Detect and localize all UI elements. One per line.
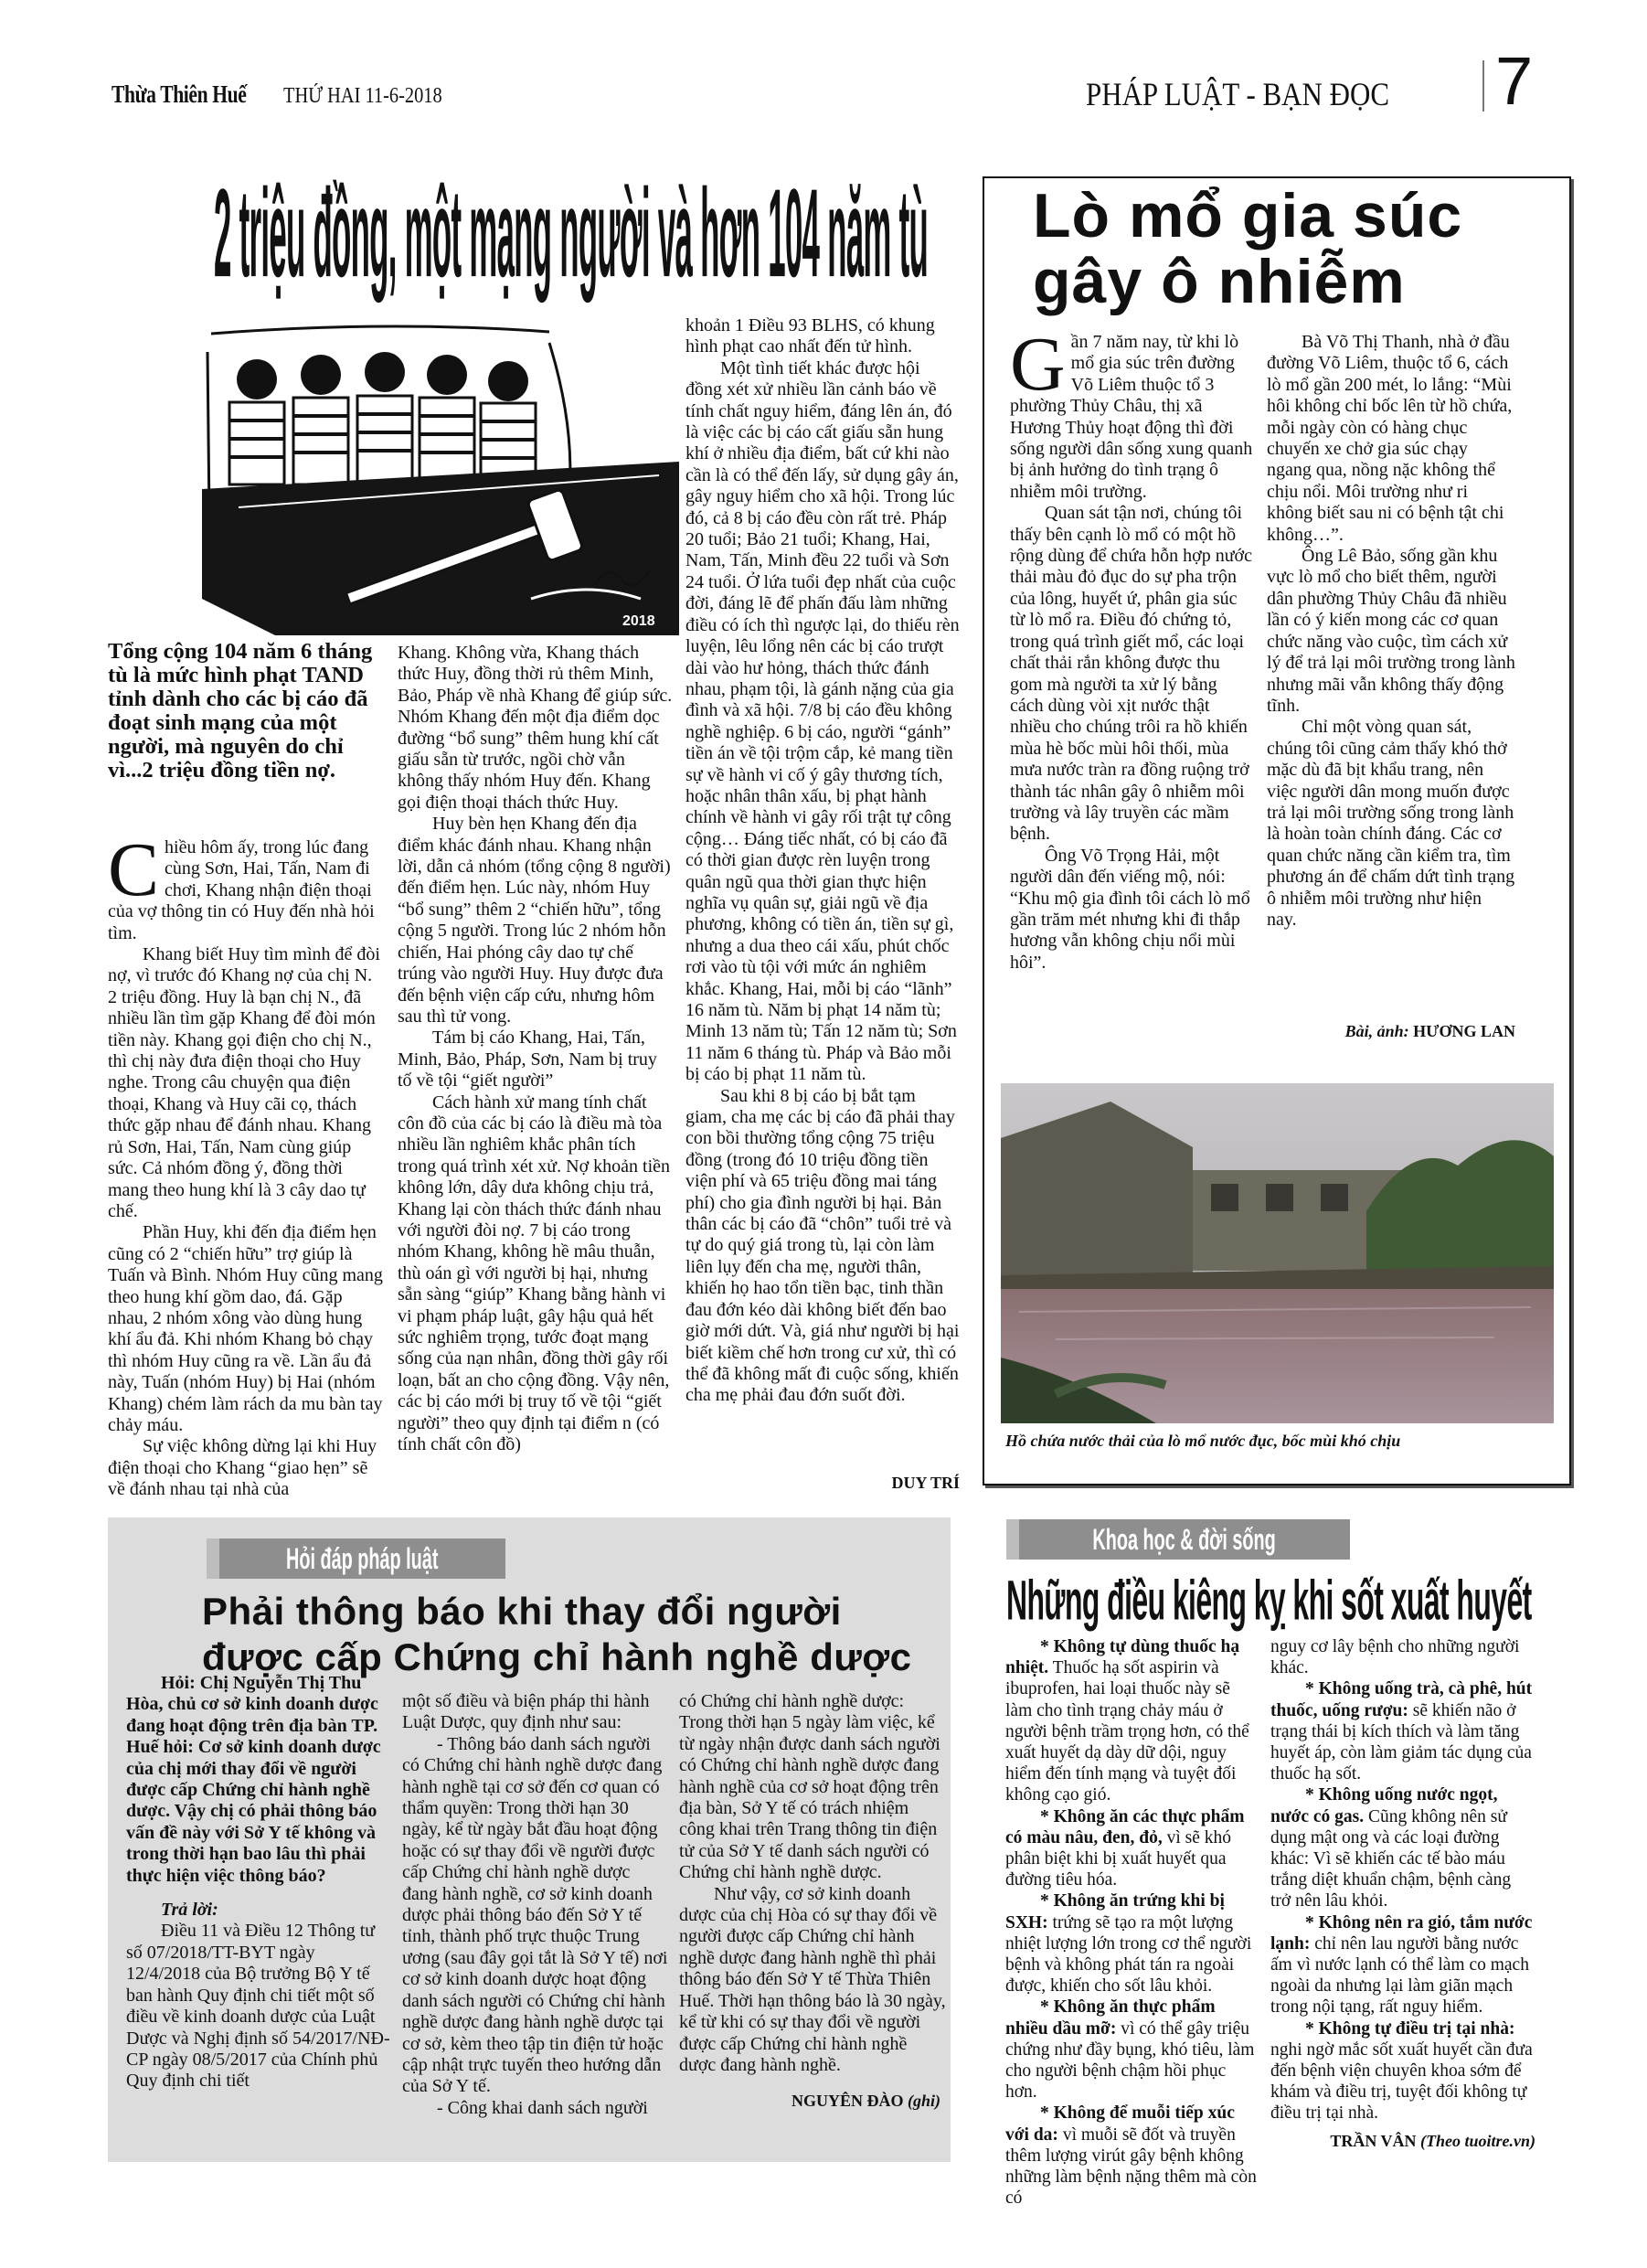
paragraph-text: vì muỗi sẽ đốt và truyền thêm lượng virút gây bệnh không những làm bệnh nặng thêm mà còn có — [1005, 2124, 1257, 2209]
paragraph-text: Huy bèn hẹn Khang đến địa điểm khác đánh nhau. Khang nhận lời, dẫn cả nhóm (tổng cộng 8 người) đến điểm hẹn. Lúc này, nhóm Huy “bổ sung” thêm 2 “chiến hữu”, tổng cộng 5 người. Trong lúc 2 nhóm hỗn chiến, Hai phóng cây dao tự chế trúng vào người Huy. Huy được đưa đến bệnh viện cấp cứu, nhưng hôm sau thì tử vong. — [398, 814, 671, 1027]
qa-title-line1: Phải thông báo khi thay đổi người — [202, 1590, 842, 1633]
court-drawing — [202, 325, 679, 635]
paragraph-text: vì có thể gây triệu chứng như đầy bụng, khó tiêu, làm cho người bệnh chậm hồi phục hơn. — [1005, 2018, 1255, 2103]
header-divider — [1482, 60, 1484, 112]
qa-author: NGUYÊN ĐÀO — [791, 2092, 904, 2110]
section-name: PHÁP LUẬT - BẠN ĐỌC — [1086, 76, 1390, 112]
paragraph — [402, 2098, 669, 2119]
illustration-signature: 2018 — [622, 613, 655, 629]
paragraph-text: Ông Lê Bảo, sống gần khu vực lò mổ cho biết thêm, người dân phường Thủy Châu đã nhiều lần có ý kiến mong các cơ quan chức năng vào cuộc, tìm cách xử lý để trả lại môi trường trong lành nhưng mãi vẫn không thấy động tĩnh. — [1267, 546, 1515, 716]
paragraph-text: sẽ khiến não ở trạng thái bị kích thích và làm tăng huyết áp, còn làm giảm tác dụng của thuốc hạ sốt. — [1270, 1700, 1532, 1784]
health-column-2 — [1270, 1636, 1535, 2124]
paragraph — [1267, 332, 1515, 546]
paragraph — [1005, 1890, 1259, 1996]
paragraph — [1270, 1784, 1535, 1911]
paragraph-text: có Chứng chỉ hành nghề dược: Trong thời hạn 5 ngày làm việc, kể từ ngày nhận được danh sách người có Chứng chỉ hành nghề dược đang hành nghề của cơ sở hoạt động trên địa bàn, Sở Y tế có trách nhiệm công khai trên Trang thông tin điện tử của Sở Y tế danh sách người có Chứng chỉ hành nghề dược. — [679, 1691, 940, 1883]
paragraph — [126, 1900, 391, 1921]
tag-accent — [207, 1539, 219, 1579]
paragraph-text: một số điều và biện pháp thi hành Luật Dược, quy định như sau: — [402, 1691, 650, 1733]
paragraph-text: Ông Võ Trọng Hải, một người dân đến viếng mộ, nói: “Khu mộ gia đình tôi cách lò mổ gần trăm mét nhưng khi đi thắp hương vẫn không chịu nổi mùi hôi”. — [1010, 845, 1250, 973]
paragraph — [1267, 546, 1515, 717]
paragraph-text: Cách hành xử mang tính chất côn đồ của các bị cáo là điều mà tòa nhiều lần nghiêm khắc phân tích trong quá trình xét xử. Nợ khoản tiền không lớn, dây dưa không chịu trả, Khang lại còn thách thức đánh nhau với người đòi nợ. 7 bị cáo trong nhóm Khang, không hề mâu thuẫn, thù oán gì với người bị hại, nhưng sẵn sàng “giúp” Khang bằng hành vi vi phạm pháp luật, gây hậu quả hết sức nghiêm trọng, tước đoạt mạng sống của nạn nhân, đồng thời gây rối loạn, bất an cho cộng đồng. Vậy nên, các bị cáo mới bị truy tố về tội “giết người” theo quy định tại điểm n (có tính chất côn đồ) — [398, 1091, 671, 1455]
wastewater-pond-photo — [1001, 1083, 1554, 1423]
page-number: 7 — [1495, 43, 1534, 119]
byline-author: HƯƠNG LAN — [1413, 1022, 1515, 1040]
qa-title-line2: được cấp Chứng chỉ hành nghề dược — [202, 1635, 912, 1678]
bold-lead-in: * Không để muỗi tiếp xúc với da: — [1005, 2103, 1235, 2145]
paragraph-text: khoản 1 Điều 93 BLHS, có khung hình phạt cao nhất đến tử hình. — [685, 315, 935, 357]
paragraph — [108, 944, 384, 1222]
health-author: TRẦN VÂN — [1330, 2132, 1417, 2150]
drop-cap: C — [108, 827, 160, 912]
paragraph-text: Cũng không nên sử dụng mật ong và các loại đường khác: Vì sẽ khiến các tế bào máu trắng diệt khuẩn chậm, bệnh càng trở nên lâu khỏi. — [1270, 1806, 1512, 1911]
paragraph — [402, 1691, 669, 1734]
qa-column-1 — [126, 1673, 391, 2092]
qa-byline — [679, 2092, 940, 2111]
bold-lead-in: * Không ăn thực phẩm nhiều dầu mỡ: — [1005, 1997, 1216, 2039]
bold-lead-in: * Không uống trà, cà phê, hút thuốc, uống rượu: — [1270, 1679, 1533, 1720]
qa-author-note: (ghi) — [908, 2092, 940, 2110]
tag-label: Hỏi đáp pháp luật — [286, 1542, 439, 1575]
bold-lead-in: * Không ăn các thực phẩm có màu nâu, đen, đỏ, — [1005, 1806, 1245, 1847]
paragraph — [1270, 1636, 1535, 1678]
article2-title-line2: gây ô nhiễm — [1033, 247, 1406, 316]
article1-column-1 — [108, 827, 384, 1501]
court-illustration — [202, 325, 679, 635]
article2-column-2 — [1267, 332, 1515, 931]
qa-column-2 — [402, 1691, 669, 2119]
bold-lead-in: * Không tự dùng thuốc hạ nhiệt. — [1005, 1637, 1240, 1678]
article1-byline: DUY TRÍ — [891, 1474, 960, 1492]
paragraph — [1270, 1912, 1535, 2018]
paragraph-text: Như vậy, cơ sở kinh doanh dược của chị Hòa có sự thay đổi về người được cấp Chứng chỉ hành nghề dược đang hành nghề thì phải thông báo đến Sở Y tế Thừa Thiên Huế. Thời hạn thông báo là 30 ngày, kể từ khi có sự thay đổi về người được cấp Chứng chỉ hành nghề dược đang hành nghề. — [679, 1883, 946, 2075]
paragraph — [1010, 503, 1255, 846]
paragraph — [685, 358, 960, 1086]
paragraph — [108, 1436, 384, 1500]
paragraph-text: Khang. Không vừa, Khang thách thức Huy, đồng thời rủ thêm Minh, Bảo, Pháp về nhà Khang để giúp sức. Nhóm Khang đến một địa điểm dọc đường “bổ sung” thêm hung khí cất giấu sẵn từ trước, ngồi chờ vẫn không thấy nhóm Huy đến. Khang gọi điện thoại thách thức Huy. — [398, 643, 673, 813]
legal-qa-section-tag — [207, 1539, 505, 1579]
legal-qa-title — [202, 1589, 912, 1680]
paragraph-text: vì sẽ khó phân biệt khi bị xuất huyết qua đường tiêu hóa. — [1005, 1827, 1232, 1890]
paragraph-text: nguy cơ lây bệnh cho những người khác. — [1270, 1637, 1520, 1678]
paragraph-text: - Thông báo danh sách người có Chứng chỉ hành nghề dược đang hành nghề tại cơ sở đến cơ quan có thẩm quyền: Trong thời hạn 30 ngày, kể từ ngày bắt đầu hoạt động hoặc có sự thay đổi về người được cấp Chứng chỉ hành nghề dược đang hành nghề, cơ sở kinh doanh dược phải thông báo đến Sở Y tế tỉnh, thành phố trực thuộc Trung ương (sau đây gọi tắt là Sở Y tế) nơi cơ sở kinh doanh dược hoạt động danh sách người có Chứng chỉ hành nghề dược đang hành nghề dược tại cơ sở, kèm theo tập tin điện tử hoặc cập nhật trực tuyến theo hướng dẫn của Sở Y tế. — [402, 1733, 668, 2097]
paragraph-text: hiều hôm ấy, trong lúc đang cùng Sơn, Hai, Tấn, Nam đi chơi, Khang nhận điện thoại của vợ thông tin có Huy đến nhà hỏi tìm. — [108, 837, 375, 943]
paragraph-text: trứng sẽ tạo ra một lượng nhiệt lượng lớn trong cơ thể người bệnh và không phát tán ra ngoài được, khiến cho sốt lâu khỏi. — [1005, 1912, 1252, 1996]
article1-column-3 — [685, 315, 960, 1407]
paragraph — [1005, 2103, 1259, 2209]
paragraph — [108, 1222, 384, 1436]
paragraph — [1270, 1678, 1535, 1784]
bold-lead-in: * Không uống nước ngọt, nước có gas. — [1270, 1785, 1498, 1826]
tag-label: Khoa học & đời sống — [1092, 1523, 1277, 1556]
health-byline — [1270, 2132, 1535, 2151]
qa-column-3 — [679, 1691, 946, 2076]
bold-lead-in: * Không ăn trứng khi bị SXH: — [1005, 1891, 1225, 1933]
science-life-section-tag — [1006, 1519, 1350, 1560]
paragraph-text: ần 7 năm nay, từ khi lò mổ gia súc trên đường Võ Liêm thuộc tổ 3 phường Thủy Châu, thị xã Hương Thủy hoạt động thì đời sống người dân sống xung quanh bị ảnh hưởng do tình trạng ô nhiễm môi trường. — [1010, 332, 1253, 502]
bold-lead-in: * Không nên ra gió, tắm nước lạnh: — [1270, 1912, 1533, 1954]
article2-title-line1: Lò mổ gia súc — [1033, 181, 1463, 250]
paragraph — [1010, 322, 1255, 503]
paragraph — [1010, 846, 1255, 974]
paragraph-text: chỉ nên lau người bằng nước ấm vì nước lạnh có thể làm co mạch ngoài da nhưng lại làm giãn mạch trong nội tạng, rất nguy hiểm. — [1270, 1933, 1529, 2018]
paragraph — [398, 643, 674, 814]
paragraph — [126, 1921, 391, 2092]
paragraph — [402, 1734, 669, 2098]
paragraph-text: Quan sát tận nơi, chúng tôi thấy bên cạnh lò mổ có một hồ rộng dùng để chứa hỗn hợp nước thải màu đỏ đục do sự pha trộn của lông, huyết ứ, phân gia súc từ lò mổ ra. Điều đó chứng tỏ, trong quá trình giết mổ, các loại chất thải rắn không được thu gom mà người ta xử lý bằng cách dùng vòi xịt nước thật nhiều cho chúng trôi ra hồ khiến mùa hè bốc mùi hôi thối, mùa mưa nước tràn ra đồng ruộng trở thành tác nhân gây ô nhiễm môi trường và lây truyền các mầm bệnh. — [1010, 503, 1252, 845]
paragraph-text: Sự việc không dừng lại khi Huy điện thoại cho Khang “giao hẹn” sẽ về đánh nhau tại nhà của — [108, 1436, 377, 1500]
health-column-1 — [1005, 1636, 1259, 2209]
article1-column-2 — [398, 643, 674, 1455]
paragraph-text: Khang biết Huy tìm mình để đòi nợ, vì trước đó Khang nợ của chị N. 2 triệu đồng. Huy là bạn chị N., đã nhiều lần tìm gặp Khang để đòi món tiền này. Khang gọi điện cho chị N., thì chị này đưa điện thoại cho Huy nghe. Trong câu chuyện qua điện thoại, Khang và Huy cãi cọ, thách thức gặp nhau để đánh nhau. Khang rủ Sơn, Hai, Tấn, Nam cùng giúp sức. Cả nhóm đồng ý, đồng thời mang theo hung khí là 3 cây dao tự chế. — [108, 944, 380, 1221]
italic-label: Trả lời: — [161, 1900, 218, 1921]
paragraph-text: Thuốc hạ sốt aspirin và ibuprofen, hai loại thuốc này sẽ làm cho tình trạng chảy máu ở người bệnh trầm trọng hơn, có thể xuất huyết dạ dày dữ dội, nguy hiểm đến tính mạng và tuyệt đối không cạo gió. — [1005, 1658, 1249, 1805]
bold-lead-in: Hỏi: Chị Nguyễn Thị Thu Hòa, chủ cơ sở kinh doanh dược đang hoạt động trên địa bàn TP. Huế hỏi: Cơ sở kinh doanh dược của chị mới thay đổi về người được cấp Chứng chỉ hành nghề dược. Vậy chị có phải thông báo vấn đề này với Sở Y tế không và trong thời hạn bao lâu thì phải thực hiện việc thông báo? — [126, 1673, 381, 1886]
drop-cap: G — [1010, 322, 1066, 407]
article1-headline: 2 triệu đồng, một mạng người và hơn 104 năm tù — [214, 164, 929, 304]
bold-lead-in: * Không tự điều trị tại nhà: — [1305, 2018, 1515, 2039]
paragraph — [685, 1086, 960, 1407]
tag-accent — [1006, 1519, 1019, 1560]
health-title: Những điều kiêng kỵ khi sốt xuất huyết — [1006, 1570, 1532, 1633]
paragraph-text: - Công khai danh sách người — [437, 2097, 648, 2118]
photo-caption: Hồ chứa nước thải của lò mổ nước đục, bốc mùi khó chịu — [1005, 1432, 1401, 1450]
paragraph — [679, 1884, 946, 2077]
paragraph — [398, 814, 674, 1028]
newspaper-name: Thừa Thiên Huế — [112, 80, 247, 108]
paragraph — [685, 315, 960, 358]
paragraph-text: Bà Võ Thị Thanh, nhà ở đầu đường Võ Liêm, thuộc tổ 6, cách lò mổ gần 200 mét, lo lắng: “Mùi hôi không chỉ bốc lên từ hồ chứa, mỗi ngày còn có hàng chục chuyến xe chở gia súc chạy ngang qua, nồng nặc không thể chịu nổi. Môi trường như ri không biết sau ni có bệnh tật chi không…”. — [1267, 332, 1513, 545]
slaughterhouse-photo — [1001, 1083, 1554, 1423]
paragraph — [398, 1092, 674, 1456]
paragraph-text: nghi ngờ mắc sốt xuất huyết cần đưa đến bệnh viện chuyên khoa sớm để khám và điều trị, tuyệt đối không tự điều trị tại nhà. — [1270, 2039, 1533, 2124]
paragraph-text: Điều 11 và Điều 12 Thông tư số 07/2018/TT-BYT ngày 12/4/2018 của Bộ trưởng Bộ Y tế ban hành Quy định chi tiết một số điều về kinh doanh dược của Luật Dược và Nghị định số 54/2017/NĐ-CP ngày 08/5/2017 của Chính phủ Quy định chi tiết — [126, 1921, 390, 2092]
paragraph-text: Tám bị cáo Khang, Hai, Tấn, Minh, Bảo, Pháp, Sơn, Nam bị truy tố về tội “giết người” — [398, 1028, 657, 1091]
paragraph — [398, 1028, 674, 1091]
article2-title — [1033, 183, 1462, 314]
paragraph — [108, 827, 384, 944]
paragraph-text: Phần Huy, khi đến địa điểm hẹn cũng có 2 “chiến hữu” trợ giúp là Tuấn và Bình. Nhóm Huy cũng mang theo hung khí gồm dao, đá. Gặp nhau, 2 nhóm xông vào dùng hung khí ẩu đả. Khi nhóm Khang bỏ chạy thì nhóm Huy cũng ra về. Lần ẩu đả này, Tuấn (nhóm Huy) bị Hai (nhóm Khang) chém làm rách da mu bàn tay chảy máu. — [108, 1222, 383, 1435]
paragraph — [1005, 1636, 1259, 1806]
paragraph — [1005, 1806, 1259, 1891]
paragraph — [126, 1673, 391, 1887]
paragraph — [1005, 1996, 1259, 2103]
paragraph-text: Một tình tiết khác được hội đồng xét xử nhiều lần cảnh báo về tính chất nguy hiểm, đáng lên án, đó là việc các bị cáo cất giấu sẵn hung khí ở nhiều địa điểm, bất cứ khi nào cần là có thể đến lấy, sử dụng gây án, gây nguy hiểm cho xã hội. Trong lúc đó, cả 8 bị cáo đều còn rất trẻ. Pháp 20 tuổi; Bảo 21 tuổi; Khang, Hai, Nam, Tấn, Minh đều 22 tuổi và Sơn 24 tuổi. Ở lứa tuổi đẹp nhất của cuộc đời, đáng lẽ để phấn đấu làm những điều có ích thì ngược lại, do thiếu rèn luyện, lêu lổng nên các bị cáo trượt dài vào hư hỏng, thách thức đánh nhau, phạm tội, là gánh nặng của gia đình và xã hội. 7/8 bị cáo đều không nghề nghiệp. 6 bị cáo, người “gánh” tiền án về tội trộm cắp, kẻ mang tiền sự về hành vi cố ý gây thương tích, hoặc nhân thân xấu, bị phạt hành chính về hành vi gây rối trật tự công cộng… Đáng tiếc nhất, có bị cáo đã có thời gian được rèn luyện trong quân ngũ qua thời gian thực hiện nghĩa vụ quân sự, giải ngũ về địa phương, không có tiền án, tiền sự gì, nhưng a dua theo cái xấu, phút chốc rơi vào tù tội với mức án nghiêm khắc. Khang, Hai, mỗi bị cáo “lãnh” 16 năm tù. Năm bị phạt 14 năm tù; Minh 13 năm tù; Tấn 12 năm tù; Sơn 11 năm 6 tháng tù. Pháp và Bảo mỗi bị cáo bị phạt 11 năm tù. — [685, 357, 960, 1085]
paragraph — [679, 1691, 946, 1884]
issue-date: THỨ HAI 11-6-2018 — [283, 84, 442, 108]
article2-byline — [1267, 1022, 1515, 1041]
article2-column-1 — [1010, 322, 1255, 974]
paragraph — [1270, 2018, 1535, 2124]
paragraph-text: Chỉ một vòng quan sát, chúng tôi cũng cảm thấy khó thở mặc dù đã bịt khẩu trang, nên việc người dân mong muốn được trả lại môi trường sống trong lành là hoàn toàn chính đáng. Các cơ quan chức năng cần kiểm tra, tìm phương án để chấm dứt tình trạng ô nhiễm môi trường như hiện nay. — [1267, 717, 1515, 930]
byline-prefix: Bài, ảnh: — [1344, 1022, 1409, 1040]
paragraph-text: Sau khi 8 bị cáo bị bắt tạm giam, cha mẹ các bị cáo đã phải thay con bồi thường tổng cộng 75 triệu đồng (trong đó 10 triệu đồng tiền viện phí và 65 triệu đồng mai táng phí) cho gia đình người bị hại. Bản thân các bị cáo đã “chôn” tuổi trẻ và tự do quý giá trong tù, lại còn làm liên lụy đến cha mẹ, người thân, khiến họ hao tổn tiền bạc, tinh thần đau đớn kéo dài không biết đến bao giờ mới dứt. Và, giá như người bị hại biết kiềm chế hơn trong cư xử, thì có thể đã không mất đi cuộc sống, khiến cha mẹ phải đau đớn suốt đời. — [685, 1085, 960, 1406]
article1-lead: Tổng cộng 104 năm 6 tháng tù là mức hình phạt TAND tỉnh dành cho các bị cáo đã đoạt sinh mạng của một người, mà nguyên do chỉ vì...2 triệu đồng tiền nợ. — [108, 639, 373, 783]
health-source: (Theo tuoitre.vn) — [1420, 2132, 1535, 2150]
paragraph — [1267, 717, 1515, 931]
